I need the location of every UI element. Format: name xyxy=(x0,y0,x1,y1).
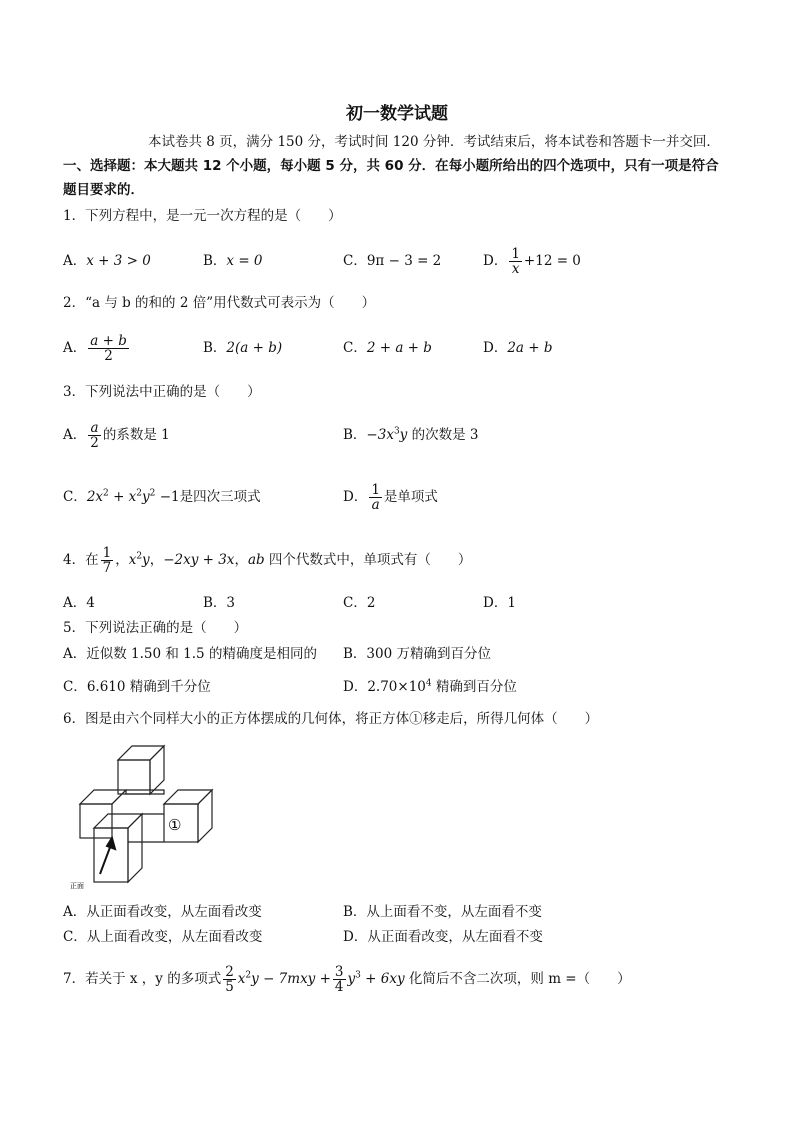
q1-option-d xyxy=(483,242,581,280)
front-view-label: 正面 xyxy=(70,882,84,890)
option-expr: +12 = 0 xyxy=(523,253,581,269)
q1-stem: 1．下列方程中，是一元一次方程的是（ ） xyxy=(63,208,342,224)
cube-front-side xyxy=(128,814,142,882)
option-text: 的次数是 3 xyxy=(407,427,479,443)
fraction: $\frac{1}{x}$ xyxy=(511,246,520,277)
cube-right-side xyxy=(198,790,212,842)
option-expr: x = 0 xyxy=(226,253,263,269)
q4-option-a: A．4 xyxy=(63,595,95,611)
q6-stem: 6．图是由六个同样大小的正方体摆成的几何体，将正方体①移走后，所得几何体（ ） xyxy=(63,711,599,727)
option-label: C． xyxy=(343,340,367,356)
q2-option-a xyxy=(63,329,131,367)
section-header-line1: 一、选择题：本大题共 12 个小题，每小题 5 分，共 60 分．在每小题所给出的四个选项中，只有一项是符合 xyxy=(63,158,719,174)
q6-option-d: D．从正面看改变，从左面看不变 xyxy=(343,929,543,945)
q2-stem: 2．“a 与 b 的和的 2 倍”用代数式可表示为（ ） xyxy=(63,295,376,311)
q6-option-b: B．从上面看不变，从左面看不变 xyxy=(343,904,542,920)
section-header-line2: 题目要求的． xyxy=(63,182,144,198)
option-label: C． xyxy=(343,253,367,269)
q3-option-d xyxy=(343,478,438,516)
option-text: 是单项式 xyxy=(383,489,438,505)
cube-left-front xyxy=(80,804,112,838)
q5-option-b: B．300 万精确到百分位 xyxy=(343,646,491,662)
option-label: D． xyxy=(483,340,508,356)
q2-option-c xyxy=(343,339,432,357)
option-label: B． xyxy=(343,427,367,443)
q3-option-a xyxy=(63,416,170,454)
option-expr: x + 3 > 0 xyxy=(86,253,151,269)
q1-option-a xyxy=(63,252,151,270)
option-expr: 9π − 3 = 2 xyxy=(366,253,442,269)
q2-option-b xyxy=(203,339,282,357)
q5-option-d: D．$2.70\times 10^4$ 精确到百分位 xyxy=(343,678,517,695)
exam-intro: 本试卷共 8 页，满分 150 分，考试时间 120 分钟．考试结束后，将本试卷和答题卡一并交回． xyxy=(148,134,720,150)
cube-front-front xyxy=(94,828,128,882)
option-expr: 2(a + b) xyxy=(226,340,283,356)
option-label: A． xyxy=(63,427,87,443)
option-label: D． xyxy=(343,489,368,505)
option-text: 的系数是 1 xyxy=(102,427,170,443)
option-label: C． xyxy=(63,489,87,505)
q6-option-a: A．从正面看改变，从左面看改变 xyxy=(63,904,262,920)
q6-option-c: C．从上面看改变，从左面看改变 xyxy=(63,929,263,945)
q5-stem: 5．下列说法正确的是（ ） xyxy=(63,620,248,636)
cube-top-front xyxy=(118,760,150,794)
q5-option-a: A．近似数 1.50 和 1.5 的精确度是相同的 xyxy=(63,646,317,662)
q3-option-c: C．$2x^2 + x^2y^2 -1$是四次三项式 xyxy=(63,488,261,505)
cube-figure xyxy=(68,742,228,892)
option-expr: 2 + a + b xyxy=(366,340,432,356)
option-text: 是四次三项式 xyxy=(179,489,261,505)
option-label: A． xyxy=(63,340,87,356)
q7-stem: 7．若关于 x ，y 的多项式 $\frac{2}{5}$ $x^2y - 7mxy$ + $\frac{3}{4}$ $y^3 + 6xy$ 化简后不含二次项，则 m =（ ） xyxy=(63,964,631,995)
q4-stem: 4．在 $\frac{1}{7}$ ，$x^2y$，−2xy + 3x，ab 四个代数式中，单项式有（ ） xyxy=(63,545,472,576)
option-label: A． xyxy=(63,253,87,269)
q4-option-b: B．3 xyxy=(203,595,236,611)
q3-option-b: B．$-3x^3y$ 的次数是 3 xyxy=(343,426,479,443)
q1-option-c xyxy=(343,252,441,270)
circled-one-mark: ① xyxy=(168,816,182,834)
fraction: $\frac{1}{a}$ xyxy=(371,482,380,513)
option-label: B． xyxy=(203,340,227,356)
q3-stem: 3．下列说法中正确的是（ ） xyxy=(63,384,261,400)
q2-option-d xyxy=(483,339,553,357)
option-label: D． xyxy=(483,253,508,269)
fraction: $\frac{a + b}{2}$ xyxy=(90,333,127,364)
q4-option-d: D．1 xyxy=(483,595,516,611)
fraction: $\frac{1}{7}$ xyxy=(102,545,112,576)
q4-option-c: C．2 xyxy=(343,595,376,611)
option-expr: 2a + b xyxy=(507,340,553,356)
q1-option-b xyxy=(203,252,263,270)
page-title: 初一数学试题 xyxy=(346,104,448,124)
q5-option-c: C．6.610 精确到千分位 xyxy=(63,679,211,695)
fraction: $\frac{2}{5}$ xyxy=(225,964,234,995)
fraction: $\frac{3}{4}$ xyxy=(334,964,344,995)
option-label: B． xyxy=(203,253,227,269)
arrow-icon xyxy=(100,838,115,874)
fraction: $\frac{a}{2}$ xyxy=(90,420,99,451)
cube-top-side xyxy=(150,746,164,794)
